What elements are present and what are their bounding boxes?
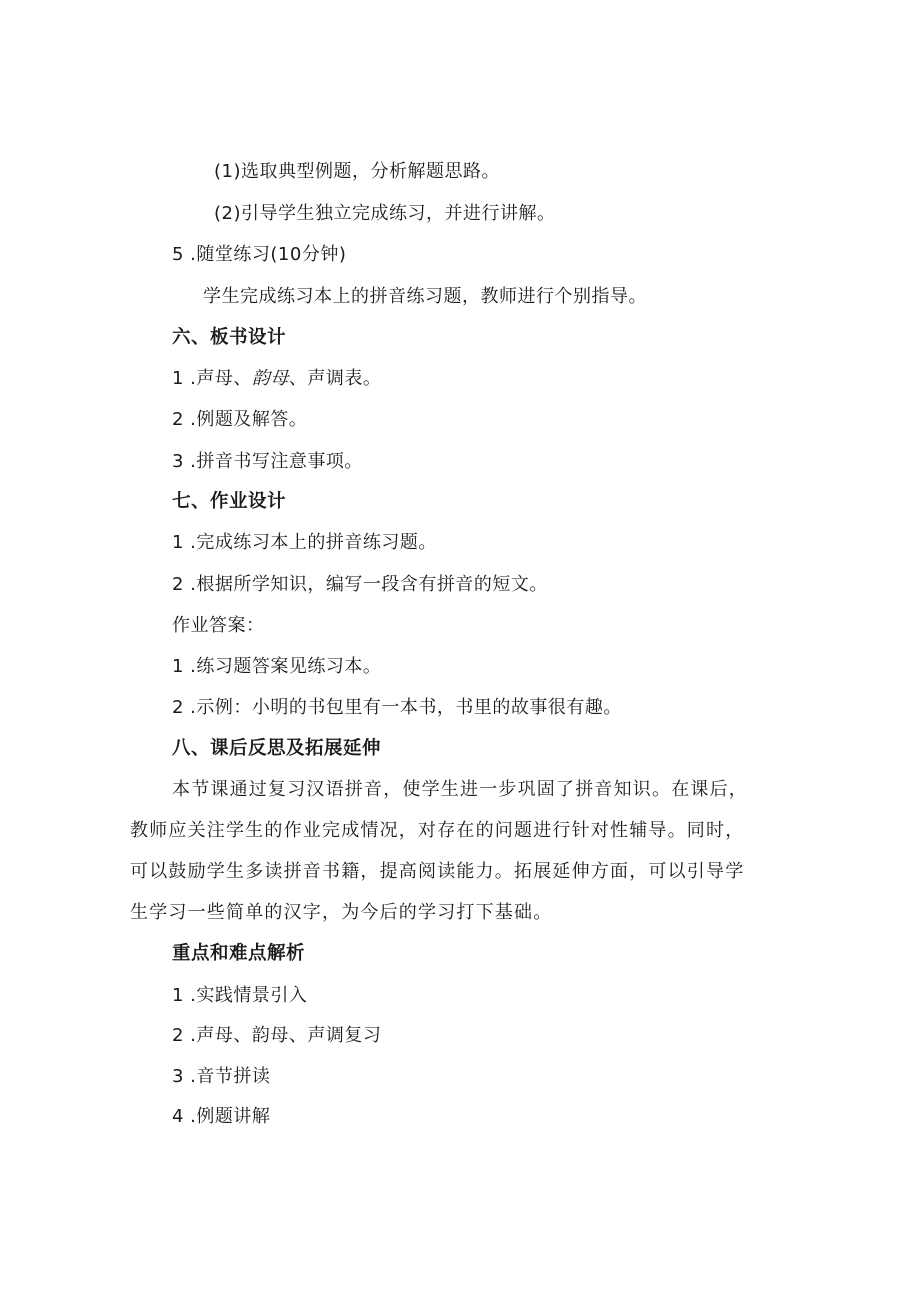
board-item-1-italic: 韵母 xyxy=(251,368,289,389)
key-points-heading: 重点和难点解析 xyxy=(172,943,306,964)
homework-answer-label: 作业答案： xyxy=(172,615,265,636)
board-item-2: 2 .例题及解答。 xyxy=(172,409,308,430)
key-point-3: 3 .音节拼读 xyxy=(172,1066,271,1087)
key-point-1: 1 .实践情景引入 xyxy=(172,985,308,1006)
section-5-text: 学生完成练习本上的拼音练习题，教师进行个别指导。 xyxy=(203,286,647,307)
key-point-4: 4 .例题讲解 xyxy=(172,1106,271,1127)
homework-item-2: 2 .根据所学知识，编写一段含有拼音的短文。 xyxy=(172,574,548,595)
step-item-2: (2)引导学生独立完成练习，并进行讲解。 xyxy=(214,203,556,224)
homework-answer-2: 2 .示例：小明的书包里有一本书，书里的故事很有趣。 xyxy=(172,697,622,718)
board-item-1-prefix: 1 .声母、 xyxy=(172,368,252,389)
homework-item-1: 1 .完成练习本上的拼音练习题。 xyxy=(172,532,437,553)
reflection-line-3: 可以鼓励学生多读拼音书籍，提高阅读能力。拓展延伸方面，可以引导学 xyxy=(130,861,745,882)
section-8-heading: 八、课后反思及拓展延伸 xyxy=(172,738,382,759)
reflection-line-2: 教师应关注学生的作业完成情况，对存在的问题进行针对性辅导。同时， xyxy=(130,820,745,841)
reflection-line-4: 生学习一些简单的汉字，为今后的学习打下基础。 xyxy=(130,902,553,923)
reflection-line-1: 本节课通过复习汉语拼音，使学生进一步巩固了拼音知识。在课后， xyxy=(172,779,748,800)
board-item-3: 3 .拼音书写注意事项。 xyxy=(172,451,363,472)
homework-answer-1: 1 .练习题答案见练习本。 xyxy=(172,656,382,677)
board-item-1-suffix: 、声调表。 xyxy=(288,368,382,389)
board-item-1 xyxy=(172,367,381,391)
key-point-2: 2 .声母、韵母、声调复习 xyxy=(172,1025,382,1046)
section-6-heading: 六、板书设计 xyxy=(172,327,287,348)
step-item-1: (1)选取典型例题，分析解题思路。 xyxy=(214,161,500,182)
section-5-title: 5 .随堂练习(10分钟) xyxy=(172,244,347,265)
section-7-heading: 七、作业设计 xyxy=(172,491,287,512)
